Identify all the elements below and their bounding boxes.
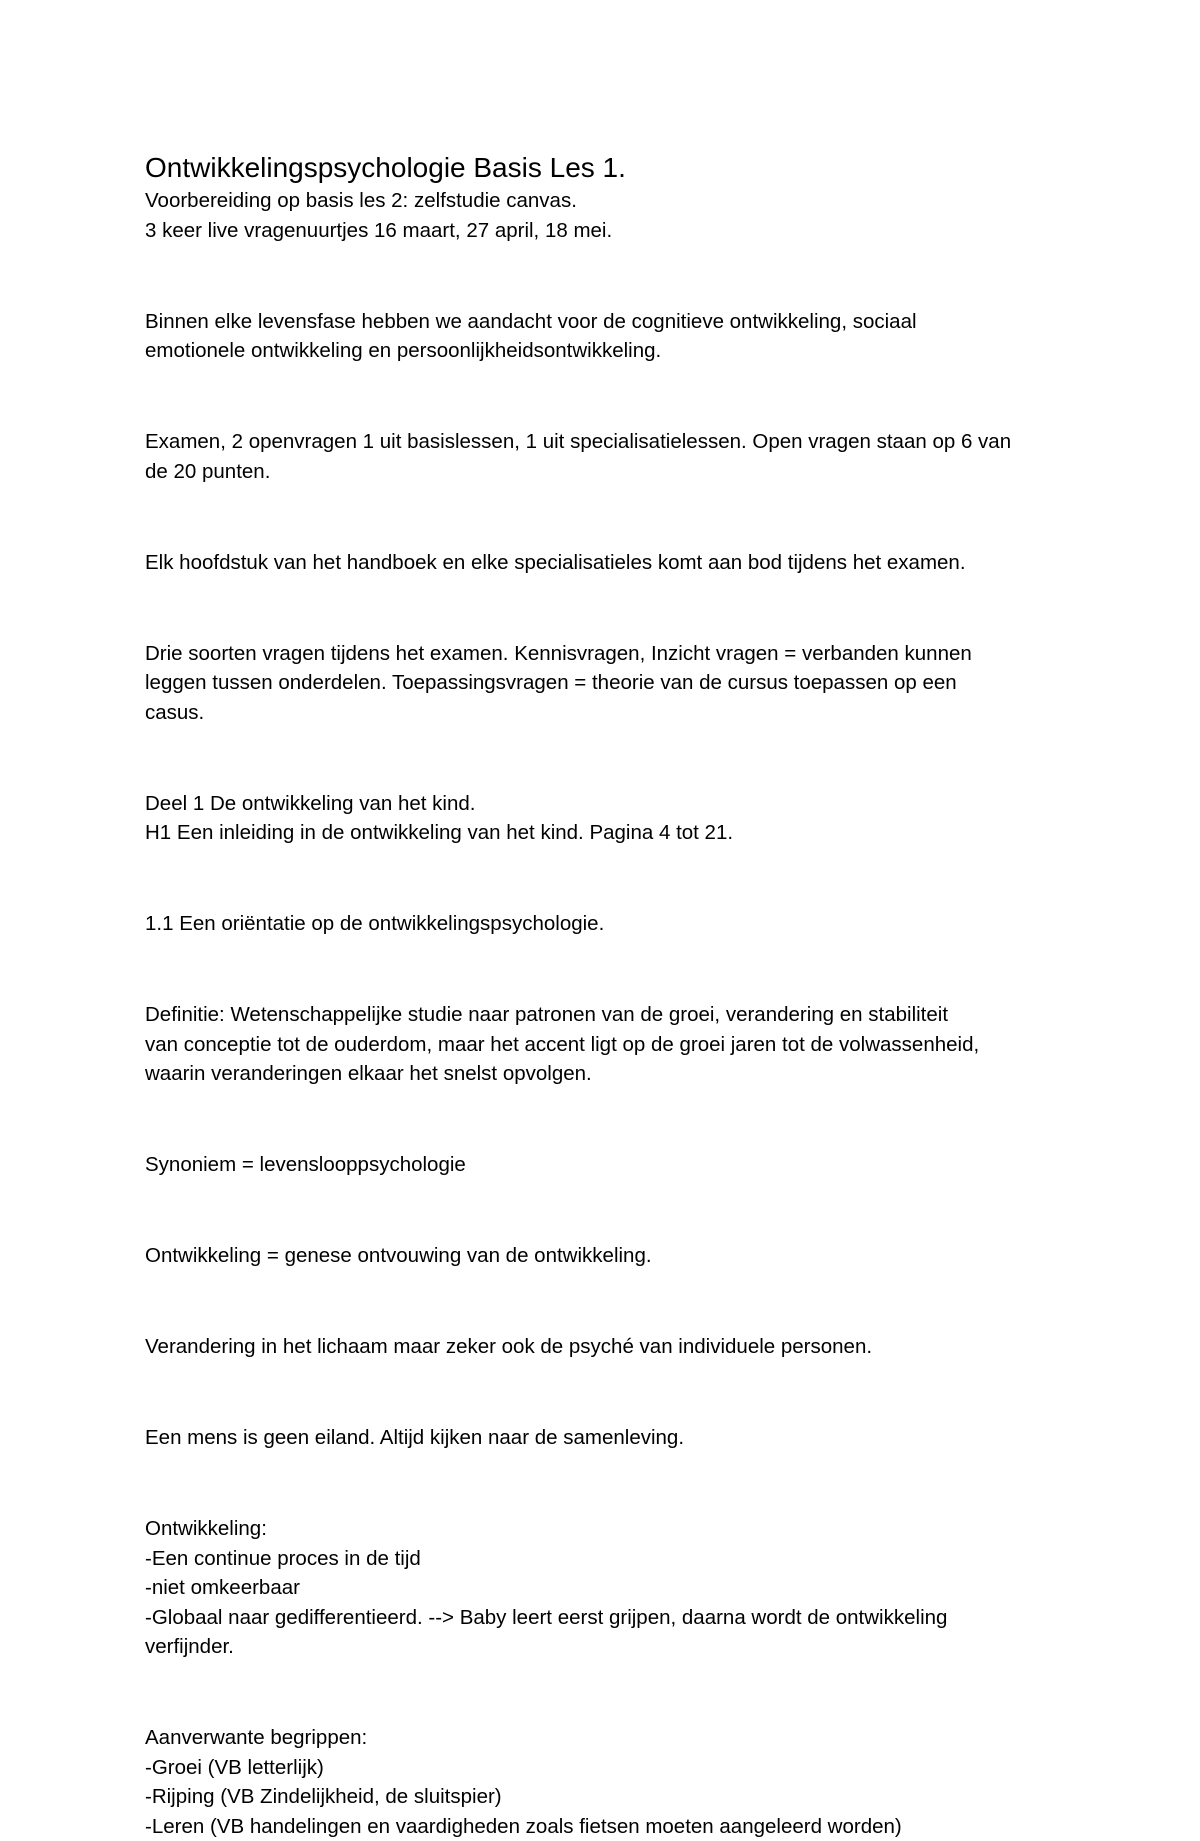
- blank-line: [145, 1378, 1085, 1408]
- text-line: de 20 punten.: [145, 457, 1085, 487]
- text-line: Synoniem = levenslooppsychologie: [145, 1150, 1085, 1180]
- text-line: Drie soorten vragen tijdens het examen. Kennisvragen, Inzicht vragen = verbanden kunnen: [145, 639, 1085, 669]
- text-line: -Groei (VB letterlijk): [145, 1753, 1085, 1783]
- blank-line: [145, 382, 1085, 412]
- text-line: Elk hoofdstuk van het handboek en elke specialisatieles komt aan bod tijdens het examen.: [145, 548, 1085, 578]
- text-line: H1 Een inleiding in de ontwikkeling van het kind. Pagina 4 tot 21.: [145, 818, 1085, 848]
- text-line: emotionele ontwikkeling en persoonlijkheidsontwikkeling.: [145, 336, 1085, 366]
- text-line: Ontwikkeling = genese ontvouwing van de ontwikkeling.: [145, 1241, 1085, 1271]
- blank-line: [145, 502, 1085, 532]
- blank-line: [145, 593, 1085, 623]
- blank-line: [145, 743, 1085, 773]
- document-content: [145, 150, 1085, 1841]
- text-line: 3 keer live vragenuurtjes 16 maart, 27 april, 18 mei.: [145, 216, 1085, 246]
- text-line: Deel 1 De ontwikkeling van het kind.: [145, 789, 1085, 819]
- text-line: van conceptie tot de ouderdom, maar het accent ligt op de groei jaren tot de volwassenheid,: [145, 1030, 1085, 1060]
- blank-line: [145, 1469, 1085, 1499]
- text-line: Definitie: Wetenschappelijke studie naar patronen van de groei, verandering en stabiliteit: [145, 1000, 1085, 1030]
- text-line: -Een continue proces in de tijd: [145, 1544, 1085, 1574]
- text-line: 1.1 Een oriëntatie op de ontwikkelingspsychologie.: [145, 909, 1085, 939]
- text-line: casus.: [145, 698, 1085, 728]
- document-title: Ontwikkelingspsychologie Basis Les 1.: [145, 150, 1085, 186]
- blank-line: [145, 1105, 1085, 1135]
- text-line: -niet omkeerbaar: [145, 1573, 1085, 1603]
- text-line: Een mens is geen eiland. Altijd kijken naar de samenleving.: [145, 1423, 1085, 1453]
- text-line: Binnen elke levensfase hebben we aandacht voor de cognitieve ontwikkeling, sociaal: [145, 307, 1085, 337]
- text-line: waarin veranderingen elkaar het snelst opvolgen.: [145, 1059, 1085, 1089]
- blank-line: [145, 1287, 1085, 1317]
- text-line: -Globaal naar gedifferentieerd. --> Baby leert eerst grijpen, daarna wordt de ontwikkeling: [145, 1603, 1085, 1633]
- blank-line: [145, 261, 1085, 291]
- text-line: Verandering in het lichaam maar zeker ook de psyché van individuele personen.: [145, 1332, 1085, 1362]
- text-line: Examen, 2 openvragen 1 uit basislessen, 1 uit specialisatielessen. Open vragen staan op 6 van: [145, 427, 1085, 457]
- blank-line: [145, 1678, 1085, 1708]
- blank-line: [145, 955, 1085, 985]
- text-line: -Rijping (VB Zindelijkheid, de sluitspier): [145, 1782, 1085, 1812]
- document-body: [145, 186, 1085, 1841]
- text-line: leggen tussen onderdelen. Toepassingsvragen = theorie van de cursus toepassen op een: [145, 668, 1085, 698]
- blank-line: [145, 1196, 1085, 1226]
- text-line: Aanverwante begrippen:: [145, 1723, 1085, 1753]
- text-line: Voorbereiding op basis les 2: zelfstudie canvas.: [145, 186, 1085, 216]
- blank-line: [145, 864, 1085, 894]
- text-line: verfijnder.: [145, 1632, 1085, 1662]
- text-line: -Leren (VB handelingen en vaardigheden zoals fietsen moeten aangeleerd worden): [145, 1812, 1085, 1841]
- text-line: Ontwikkeling:: [145, 1514, 1085, 1544]
